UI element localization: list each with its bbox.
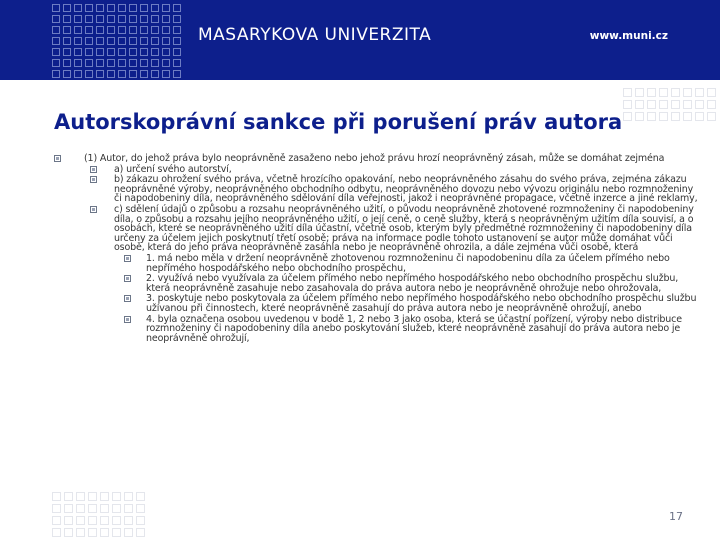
bullet-marker-icon	[90, 206, 97, 213]
bullet-text: b) zákazu ohrožení svého práva, včetně hrozícího opakování, nebo neoprávněného zásahu do svého práva, zejména zákazu neoprávněné výroby, neoprávněného obchodního odbytu, neoprávněného dovozu nebo vývozu originálu nebo rozmnoženiny či napodobeniny díla, neoprávněného sdělování díla veřejnosti, jakož i neoprávněné propagace, včetně inzerce a jiné reklamy,	[114, 174, 698, 205]
logo-square	[140, 4, 148, 12]
logo-square	[173, 37, 181, 45]
bullet-item-level-2	[58, 205, 698, 253]
logo-square	[140, 26, 148, 34]
logo-square	[63, 59, 71, 67]
bullet-marker-icon	[124, 295, 131, 302]
logo-square	[140, 70, 148, 78]
logo-square	[74, 70, 82, 78]
decorative-square	[52, 492, 61, 501]
logo-square	[74, 26, 82, 34]
decorative-square	[659, 100, 668, 109]
logo-square	[129, 70, 137, 78]
decorative-square	[88, 528, 97, 537]
bullet-item-level-1	[58, 154, 698, 164]
logo-square	[118, 48, 126, 56]
logo-square	[151, 15, 159, 23]
logo-square	[85, 59, 93, 67]
logo-square	[162, 59, 170, 67]
decorative-square	[659, 88, 668, 97]
decorative-square	[88, 492, 97, 501]
decorative-square	[136, 492, 145, 501]
decorative-square	[671, 100, 680, 109]
decorative-square	[76, 516, 85, 525]
bullet-marker-icon	[124, 255, 131, 262]
decorative-square	[52, 516, 61, 525]
university-name: MASARYKOVA UNIVERZITA	[198, 25, 432, 45]
bullet-text: c) sdělení údajů o způsobu a rozsahu neoprávněného užití, o původu neoprávněně zhotovené rozmnoženiny či napodobeniny díla, o způsobu a rozsahu jejího neoprávněného užití, o její ceně, o ceně služby, která s neoprávněným užitím díla souvisí, a o osobách, které se neoprávněného užití díla účastní, včetně osob, kterým byly předmětné rozmnoženiny či napodobeniny díla určeny za účelem jejich poskytnutí třetí osobě; práva na informace podle tohoto ustanovení se autor může domáhat vůči osobě, která do jeho práva neoprávněně zasáhla nebo je neoprávněně ohrozila, a dále zejména vůči osobě, která	[114, 203, 694, 254]
logo-square	[96, 48, 104, 56]
decorative-square	[683, 100, 692, 109]
bullet-text: 4. byla označena osobou uvedenou v bodě 1, 2 nebo 3 jako osoba, která se účastní pořízení, výroby nebo distribuce rozmnoženiny či napodobeniny díla anebo poskytování služeb, které neoprávněně zasahují do práva autora nebo je neoprávněně ohrožují,	[146, 313, 682, 344]
decorative-square	[124, 504, 133, 513]
logo-square	[129, 37, 137, 45]
logo-square	[52, 48, 60, 56]
decorative-square	[76, 492, 85, 501]
bullet-text: a) určení svého autorství,	[114, 163, 232, 175]
logo-square	[129, 15, 137, 23]
decorative-square	[647, 88, 656, 97]
logo-square	[129, 4, 137, 12]
logo-square	[96, 15, 104, 23]
logo-square	[63, 26, 71, 34]
decorative-square	[136, 504, 145, 513]
decorative-square	[136, 516, 145, 525]
logo-square	[173, 4, 181, 12]
decorative-square	[707, 88, 716, 97]
logo-square	[74, 48, 82, 56]
logo-square	[63, 37, 71, 45]
logo-square	[173, 26, 181, 34]
decorative-square	[76, 528, 85, 537]
bullet-marker-icon	[90, 166, 97, 173]
logo-square	[107, 59, 115, 67]
decorative-square	[88, 504, 97, 513]
bullet-list	[58, 154, 698, 344]
slide-title: Autorskoprávní sankce při porušení práv autora	[54, 110, 623, 134]
logo-square	[107, 15, 115, 23]
logo-square	[118, 26, 126, 34]
logo-square	[162, 48, 170, 56]
decorative-square	[695, 88, 704, 97]
logo-square	[151, 70, 159, 78]
logo-square	[96, 37, 104, 45]
logo-square	[129, 48, 137, 56]
logo-square	[173, 48, 181, 56]
decorative-square	[707, 112, 716, 121]
logo-square	[151, 37, 159, 45]
logo-square	[74, 15, 82, 23]
logo-square	[85, 26, 93, 34]
logo-square	[52, 37, 60, 45]
logo-square	[74, 37, 82, 45]
logo-square	[63, 4, 71, 12]
logo-square	[129, 59, 137, 67]
bullet-marker-icon	[90, 176, 97, 183]
decorative-square	[683, 88, 692, 97]
bullet-item-level-3	[58, 254, 698, 273]
logo-square	[96, 4, 104, 12]
logo-square	[129, 26, 137, 34]
logo-square	[52, 70, 60, 78]
bullet-marker-icon	[124, 316, 131, 323]
decorative-square	[124, 528, 133, 537]
decorative-square	[64, 528, 73, 537]
logo-square	[140, 59, 148, 67]
logo-square	[85, 70, 93, 78]
decorative-square	[88, 516, 97, 525]
decorative-square	[136, 528, 145, 537]
logo-square	[140, 37, 148, 45]
logo-square	[52, 15, 60, 23]
decorative-square	[64, 504, 73, 513]
decorative-square	[647, 100, 656, 109]
logo-square	[85, 37, 93, 45]
logo-square	[173, 59, 181, 67]
decorative-square	[64, 516, 73, 525]
logo-square	[107, 48, 115, 56]
website-url: www.muni.cz	[589, 30, 668, 42]
bullet-text: 2. využívá nebo využívala za účelem přímého nebo nepřímého hospodářského nebo obchodního prospěchu službu, která neoprávněně zasahuje nebo zasahovala do práva autora nebo je neoprávněně ohrožuje nebo ohrožovala,	[146, 273, 679, 294]
decorative-square	[623, 100, 632, 109]
logo-square	[107, 70, 115, 78]
logo-square	[118, 70, 126, 78]
logo-square	[151, 48, 159, 56]
decorative-square	[112, 528, 121, 537]
page-number: 17	[669, 510, 683, 523]
bullet-text: (1) Autor, do jehož práva bylo neoprávněně zasaženo nebo jehož právu hrozí neoprávněný zásah, může se domáhat zejména	[84, 153, 665, 164]
logo-square	[151, 26, 159, 34]
logo-square	[96, 26, 104, 34]
decorative-square	[112, 516, 121, 525]
decorative-square	[695, 112, 704, 121]
header-bar	[0, 0, 720, 80]
decorative-square	[635, 100, 644, 109]
logo-square	[52, 4, 60, 12]
logo-square	[63, 70, 71, 78]
bullet-item-level-2	[58, 175, 698, 204]
logo-square	[162, 37, 170, 45]
decorative-square	[52, 528, 61, 537]
logo-square	[96, 59, 104, 67]
decorative-square	[100, 492, 109, 501]
logo-square	[140, 48, 148, 56]
decorative-square-grid	[52, 492, 145, 537]
decorative-square	[100, 504, 109, 513]
logo-square	[85, 15, 93, 23]
decorative-square	[64, 492, 73, 501]
logo-square	[52, 26, 60, 34]
logo-square	[107, 26, 115, 34]
bullet-item-level-3	[58, 274, 698, 293]
bullet-marker-icon	[54, 155, 61, 162]
logo-square	[162, 70, 170, 78]
logo-square	[173, 70, 181, 78]
decorative-square	[100, 516, 109, 525]
logo-square	[85, 4, 93, 12]
logo-square	[118, 15, 126, 23]
bullet-marker-icon	[124, 275, 131, 282]
decorative-square	[100, 528, 109, 537]
decorative-square	[124, 492, 133, 501]
logo-square	[107, 4, 115, 12]
logo-square-grid	[52, 4, 181, 78]
bullet-item-level-3	[58, 294, 698, 313]
decorative-square	[112, 504, 121, 513]
decorative-square	[623, 88, 632, 97]
bullet-text: 1. má nebo měla v držení neoprávněně zhotovenou rozmnoženinu či napodobeninu díla za účelem přímého nebo nepřímého hospodářského nebo obchodního prospěchu,	[146, 252, 670, 274]
logo-square	[63, 15, 71, 23]
logo-square	[118, 37, 126, 45]
logo-square	[63, 48, 71, 56]
decorative-square	[124, 516, 133, 525]
logo-square	[107, 37, 115, 45]
decorative-square	[695, 100, 704, 109]
logo-square	[173, 15, 181, 23]
decorative-square	[671, 88, 680, 97]
bullet-item-level-3	[58, 315, 698, 344]
logo-square	[151, 59, 159, 67]
bullet-item-level-2	[58, 165, 698, 175]
logo-square	[151, 4, 159, 12]
decorative-square	[52, 504, 61, 513]
logo-square	[74, 4, 82, 12]
decorative-square	[707, 100, 716, 109]
logo-square	[74, 59, 82, 67]
bullet-text: 3. poskytuje nebo poskytovala za účelem přímého nebo nepřímého hospodářského nebo obchodního prospěchu službu užívanou při činnostech, které neoprávněně zasahují do práva autora nebo je neoprávněně ohrožují, anebo	[146, 293, 697, 314]
logo-square	[162, 15, 170, 23]
logo-square	[162, 26, 170, 34]
decorative-square	[112, 492, 121, 501]
logo-square	[140, 15, 148, 23]
logo-square	[162, 4, 170, 12]
decorative-square	[635, 88, 644, 97]
logo-square	[96, 70, 104, 78]
logo-square	[118, 4, 126, 12]
decorative-square	[76, 504, 85, 513]
logo-square	[85, 48, 93, 56]
logo-square	[118, 59, 126, 67]
logo-square	[52, 59, 60, 67]
